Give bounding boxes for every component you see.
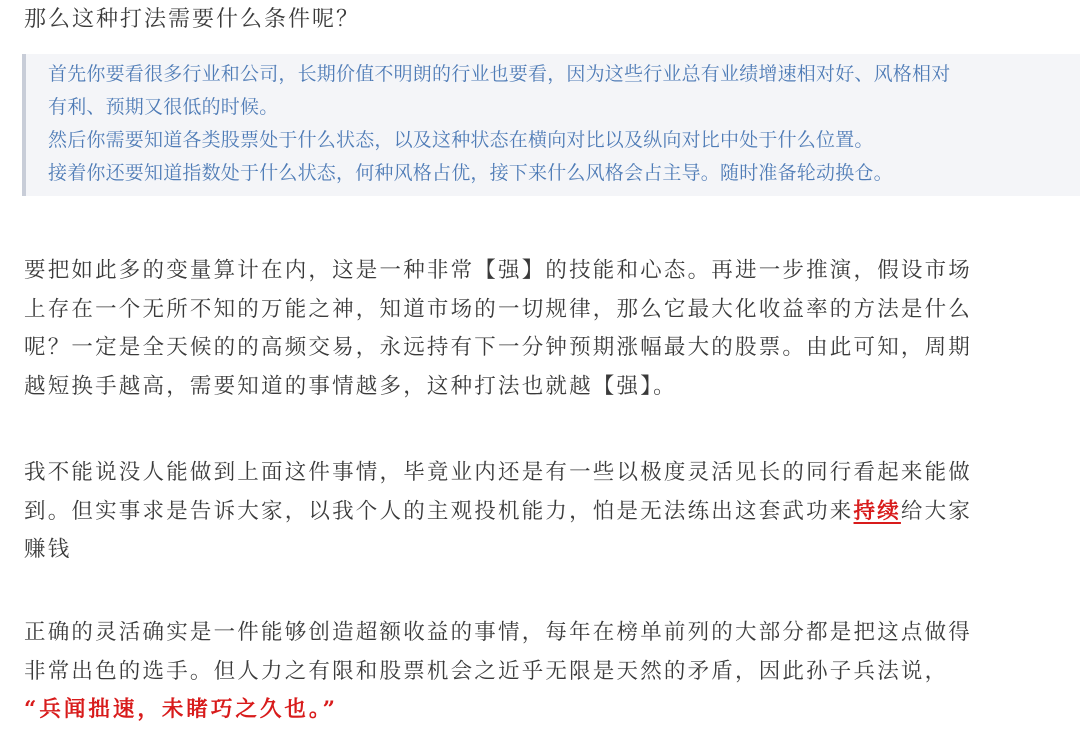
paragraph-line: 赚钱 — [24, 537, 72, 562]
paragraph-text: 到。但实事求是告诉大家，以我个人的主观投机能力，怕是无法练出这套武功来 — [24, 498, 854, 524]
quote-line: 然后你需要知道各类股票处于什么状态，以及这种状态在横向对比以及纵向对比中处于什么位置。 — [48, 129, 874, 151]
blockquote — [22, 54, 1080, 196]
paragraph-line: 呢？一定是全天候的的高频交易，永远持有下一分钟预期涨幅最大的股票。由此可知，周期 — [24, 335, 973, 360]
paragraph-line: 我不能说没人能做到上面这件事情，毕竟业内还是有一些以极度灵活见长的同行看起来能做 — [24, 460, 973, 485]
quote-line: 有利、预期又很低的时候。 — [48, 96, 279, 118]
paragraph-line: 上存在一个无所不知的万能之神，知道市场的一切规律，那么它最大化收益率的方法是什么 — [24, 296, 973, 322]
sunzi-quote: “兵闻拙速，未睹巧之久也。” — [24, 697, 338, 722]
paragraph-text: 给大家 — [900, 498, 973, 524]
paragraph-line: 非常出色的选手。但人力之有限和股票机会之近乎无限是天然的矛盾，因此孙子兵法说， — [24, 658, 949, 684]
paragraph-line: 越短换手越高，需要知道的事情越多，这种打法也就越【强】。 — [24, 373, 677, 399]
paragraph-line: 正确的灵活确实是一件能够创造超额收益的事情，每年在榜单前列的大部分都是把这点做得 — [24, 620, 973, 645]
paragraph-line: 要把如此多的变量算计在内，这是一种非常【强】的技能和心态。再进一步推演，假设市场 — [24, 258, 973, 283]
paragraph-3 — [24, 614, 1070, 730]
quote-line: 首先你要看很多行业和公司，长期价值不明朗的行业也要看，因为这些行业总有业绩增速相对好、风格相对 — [48, 63, 951, 85]
paragraph-line — [24, 493, 1070, 532]
paragraph-2 — [24, 454, 1070, 570]
emphasis-sustain: 持续 — [853, 498, 901, 524]
quote-line: 接着你还要知道指数处于什么状态，何种风格占优，接下来什么风格会占主导。随时准备轮动换仓。 — [48, 162, 893, 184]
section-question-heading: 那么这种打法需要什么条件呢？ — [24, 7, 361, 32]
paragraph-1 — [24, 252, 1070, 406]
